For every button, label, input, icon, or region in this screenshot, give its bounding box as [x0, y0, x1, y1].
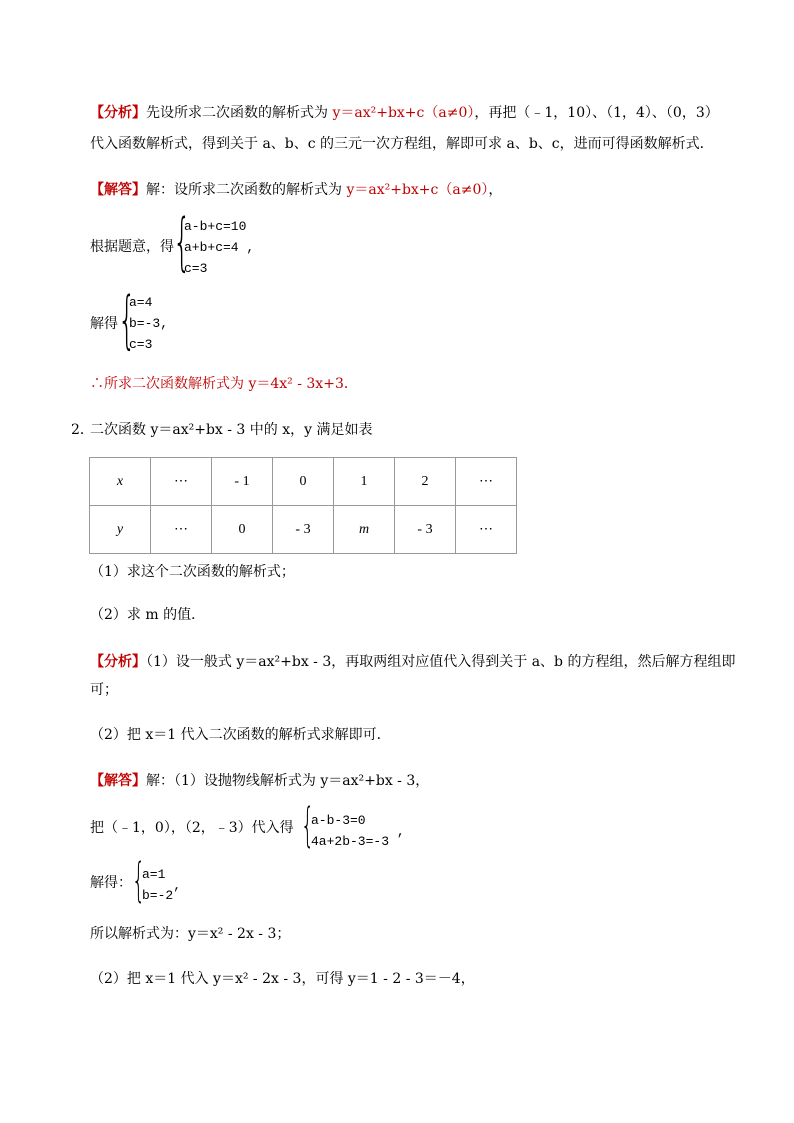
- equation: a=4: [129, 295, 153, 310]
- answer2-text: 解：（1）设抛物线解析式为 y＝ax²+bx - 3，: [146, 773, 430, 789]
- equation: a+b+c=4 ,: [184, 240, 255, 255]
- table-cell: x: [90, 458, 151, 506]
- equation: b=-2,: [142, 878, 182, 903]
- left-brace: {: [132, 853, 146, 907]
- equation-suffix: ,: [396, 824, 405, 839]
- analysis-tag: 【分析】: [90, 654, 146, 670]
- equation: c=3: [129, 337, 153, 352]
- answer2-line1: [90, 771, 429, 791]
- table-cell: 0: [273, 458, 334, 506]
- equation: a=1: [142, 867, 166, 882]
- answer-tag: 【解答】: [90, 773, 146, 789]
- question-number: 2．: [71, 422, 94, 438]
- equation-suffix: ,: [173, 878, 182, 893]
- table-cell: 0: [212, 506, 273, 554]
- left-brace: {: [118, 283, 136, 356]
- table-cell: 2: [395, 458, 456, 506]
- table-row: [90, 458, 517, 506]
- table-cell: ⋯: [151, 458, 212, 506]
- analysis-tag: 【分析】: [90, 105, 146, 121]
- equation-system-4: [142, 864, 181, 906]
- table-row: [90, 506, 517, 554]
- answer1-line1: [90, 180, 502, 200]
- answer2-line4: 所以解析式为：y＝x² - 2x - 3；: [90, 926, 291, 942]
- table-cell: ⋯: [456, 458, 517, 506]
- equation-system-1: [184, 216, 254, 279]
- answer1-conclusion: ∴所求二次函数解析式为 y＝4x² - 3x+3．: [90, 376, 358, 392]
- answer-tag: 【解答】: [90, 182, 146, 198]
- answer1-sys2-prefix: 解得: [90, 316, 118, 332]
- equation: a-b-3=0: [311, 813, 366, 828]
- analysis1-line1: [90, 103, 719, 123]
- analysis1-text-a: 先设所求二次函数的解析式为: [146, 105, 333, 121]
- answer1-text-b: ，: [488, 182, 503, 198]
- equation: b=-3,: [129, 316, 169, 331]
- table-cell: 1: [334, 458, 395, 506]
- answer2-sys2-prefix: 解得：: [90, 875, 132, 891]
- equation: c=3: [184, 261, 208, 276]
- table-cell: - 3: [395, 506, 456, 554]
- left-brace: {: [301, 798, 315, 852]
- answer2-line5: （2）把 x＝1 代入 y＝x² - 2x - 3，可得 y＝1 - 2 - 3＝－4，: [90, 971, 475, 987]
- analysis2-text: （1）设一般式 y＝ax²+bx - 3，再取两组对应值代入得到关于 a、b 的方程组，然后解方程组即: [146, 654, 736, 670]
- question2-stem: 二次函数 y＝ax²+bx - 3 中的 x，y 满足如表: [90, 422, 373, 438]
- table-cell: m: [334, 506, 395, 554]
- analysis2-line3: （2）把 x＝1 代入二次函数的解析式求解即可．: [90, 727, 391, 743]
- equation: 4a+2b-3=-3 ,: [311, 824, 405, 849]
- table-cell: - 3: [273, 506, 334, 554]
- analysis2-line2: 可；: [90, 682, 118, 698]
- equation-system-3: [311, 810, 405, 852]
- analysis1-text-b: ，再把（﹣1，10）、（1，4）、（0，3）: [474, 105, 719, 121]
- table-cell: y: [90, 506, 151, 554]
- question2-part2: （2）求 m 的值．: [90, 607, 206, 623]
- equation: a-b+c=10: [184, 219, 247, 234]
- answer1-formula: y＝ax²+bx+c（a≠0）: [346, 182, 489, 198]
- analysis2-line1: [90, 652, 735, 672]
- analysis1-formula: y＝ax²+bx+c（a≠0）: [332, 105, 475, 121]
- table-cell: ⋯: [456, 506, 517, 554]
- answer2-sys1-prefix: 把（﹣1，0），（2，﹣3）代入得: [90, 820, 294, 836]
- question2-part1: （1）求这个二次函数的解析式；: [90, 564, 295, 580]
- value-table: [89, 457, 517, 554]
- equation-system-2: [129, 292, 168, 355]
- answer1-sys1-prefix: 根据题意，得: [90, 239, 174, 255]
- left-brace: {: [173, 205, 191, 278]
- table-cell: - 1: [212, 458, 273, 506]
- answer1-text-a: 解：设所求二次函数的解析式为: [146, 182, 347, 198]
- analysis1-line2: 代入函数解析式，得到关于 a、b、c 的三元一次方程组，解即可求 a、b、c，进而可得函数解析式．: [90, 136, 714, 152]
- table-cell: ⋯: [151, 506, 212, 554]
